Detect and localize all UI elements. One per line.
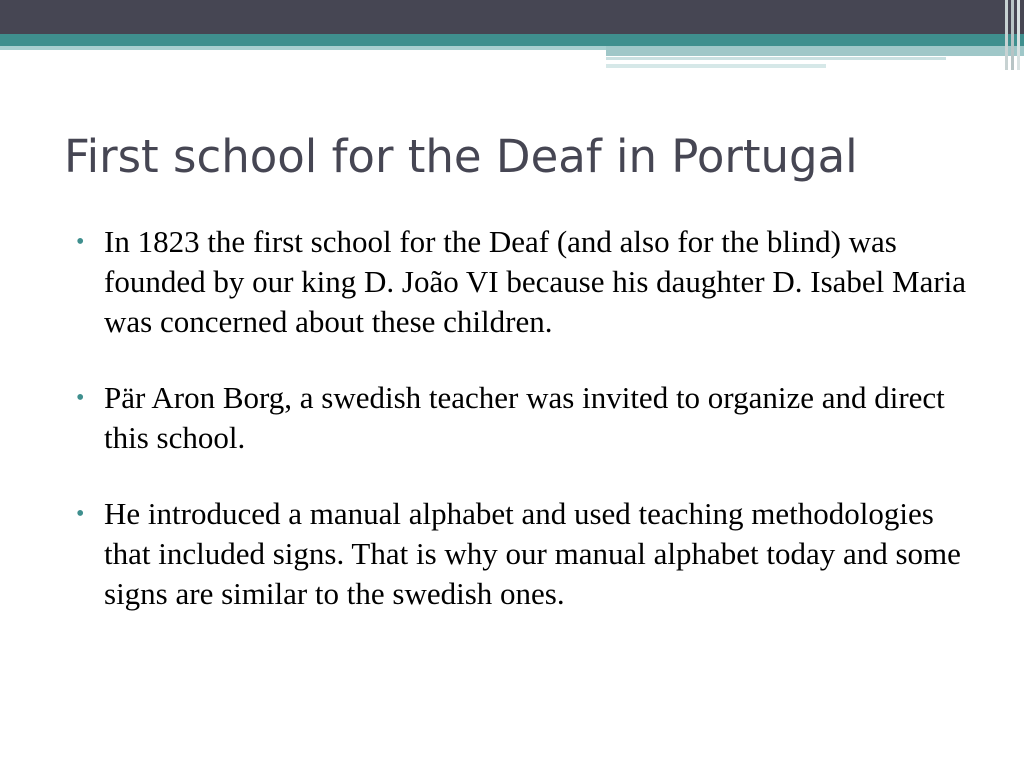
header-accent-line-short [606,64,826,68]
bullet-text: In 1823 the first school for the Deaf (and also for the blind) was founded by our king D. João VI because his daughter D. Isabel Maria was concerned about these children. [104,224,967,339]
bullet-text: Pär Aron Borg, a swedish teacher was invited to organize and direct this school. [104,380,945,455]
bullet-item-alphabet [74,494,974,614]
header-accent-line [606,57,946,60]
header-band-dark [0,0,1024,34]
bullet-item-founding [74,222,974,342]
corner-stripe [1017,0,1020,70]
corner-stripe [1005,0,1008,70]
bullet-list [74,222,974,650]
header-accent-band [606,46,1024,56]
slide-title: First school for the Deaf in Portugal [64,130,858,183]
bullet-icon: • [76,385,85,411]
bullet-icon: • [76,229,85,255]
bullet-item-teacher [74,378,974,458]
header-band-teal [0,34,1024,46]
corner-stripes [986,0,1024,70]
bullet-icon: • [76,501,85,527]
corner-stripe [1011,0,1014,70]
bullet-text: He introduced a manual alphabet and used teaching methodologies that included signs. That is why our manual alphabet today and some signs are similar to the swedish ones. [104,496,961,611]
